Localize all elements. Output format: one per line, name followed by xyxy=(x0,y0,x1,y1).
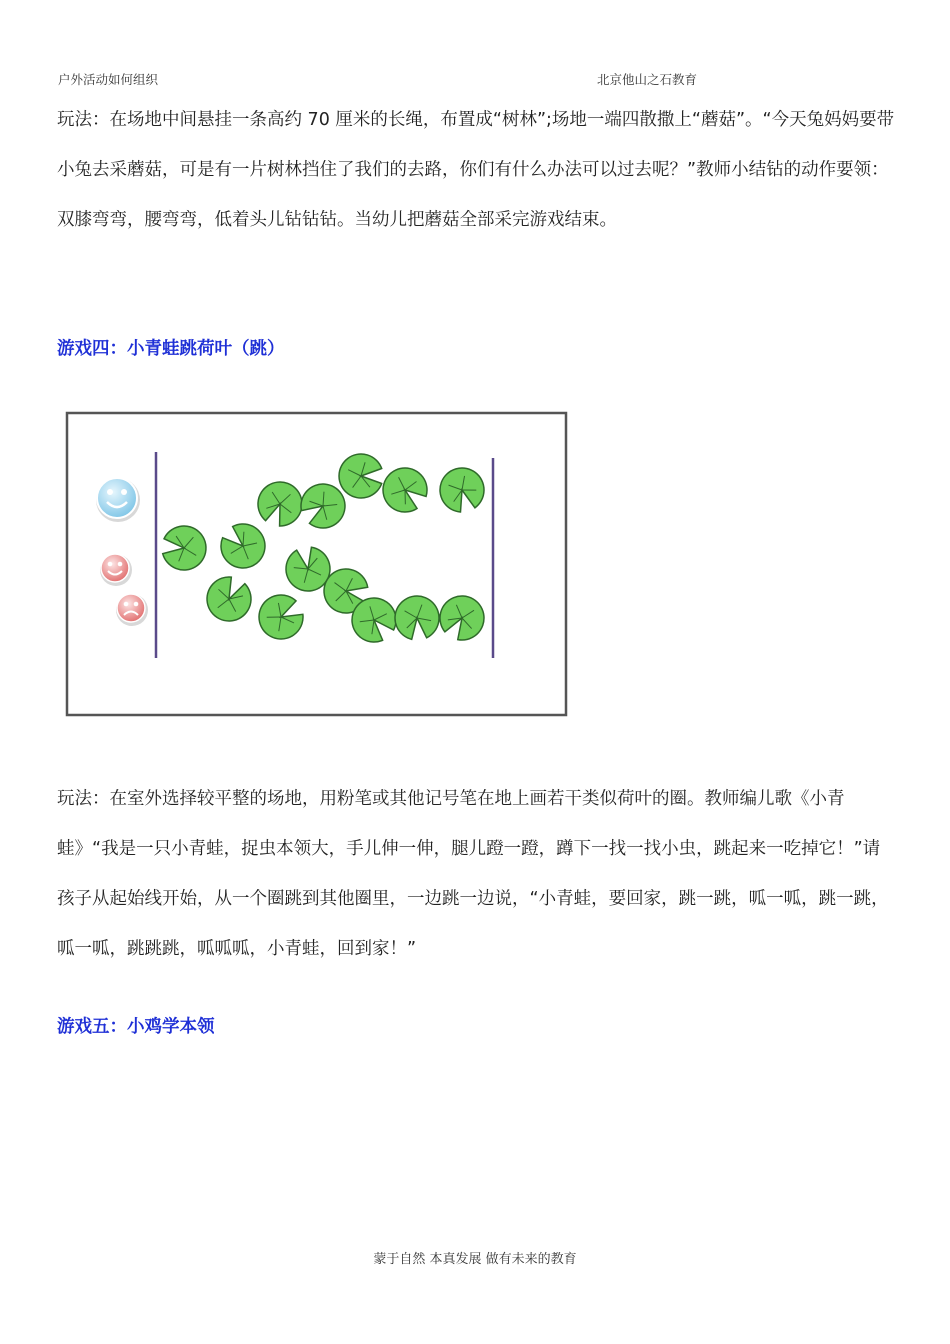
smiley-face-red-icon xyxy=(100,554,132,586)
header-right-org: 北京他山之石教育 xyxy=(597,72,698,87)
header-left-title: 户外活动如何组织 xyxy=(58,72,159,87)
smiley-face-blue-icon xyxy=(96,478,140,522)
frog-game-diagram xyxy=(62,408,572,720)
sad-face-red-icon xyxy=(116,594,148,626)
heading-game4: 游戏四：小青蛙跳荷叶（跳） xyxy=(57,339,285,359)
paragraph-game3-rules: 玩法：在场地中间悬挂一条高约 70 厘米的长绳，布置成“树林”;场地一端四散撒上“蘑菇”。“今天兔妈妈要带小兔去采蘑菇，可是有一片树林挡住了我们的去路，你们有什么办法可以过去呢？”教师小结钻的动作要领：双膝弯弯，腰弯弯，低着头儿钻钻钻。当幼儿把蘑菇全部采完游戏结束。 xyxy=(57,110,895,230)
heading-game5: 游戏五：小鸡学本领 xyxy=(57,1017,215,1037)
frog-game-svg xyxy=(62,408,572,720)
paragraph-game4-rules: 玩法：在室外选择较平整的场地，用粉笔或其他记号笔在地上画若干类似荷叶的圈。教师编儿歌《小青蛙》“我是一只小青蛙，捉虫本领大，手儿伸一伸，腿儿蹬一蹬，蹲下一找一找小虫，跳起来一吃掉它！”请孩子从起始线开始，从一个圈跳到其他圈里，一边跳一边说，“小青蛙，要回家，跳一跳，呱一呱，跳一跳，呱一呱，跳跳跳，呱呱呱，小青蛙，回到家！” xyxy=(57,789,889,959)
footer-slogan: 蒙于自然 本真发展 做有未来的教育 xyxy=(373,1252,577,1267)
